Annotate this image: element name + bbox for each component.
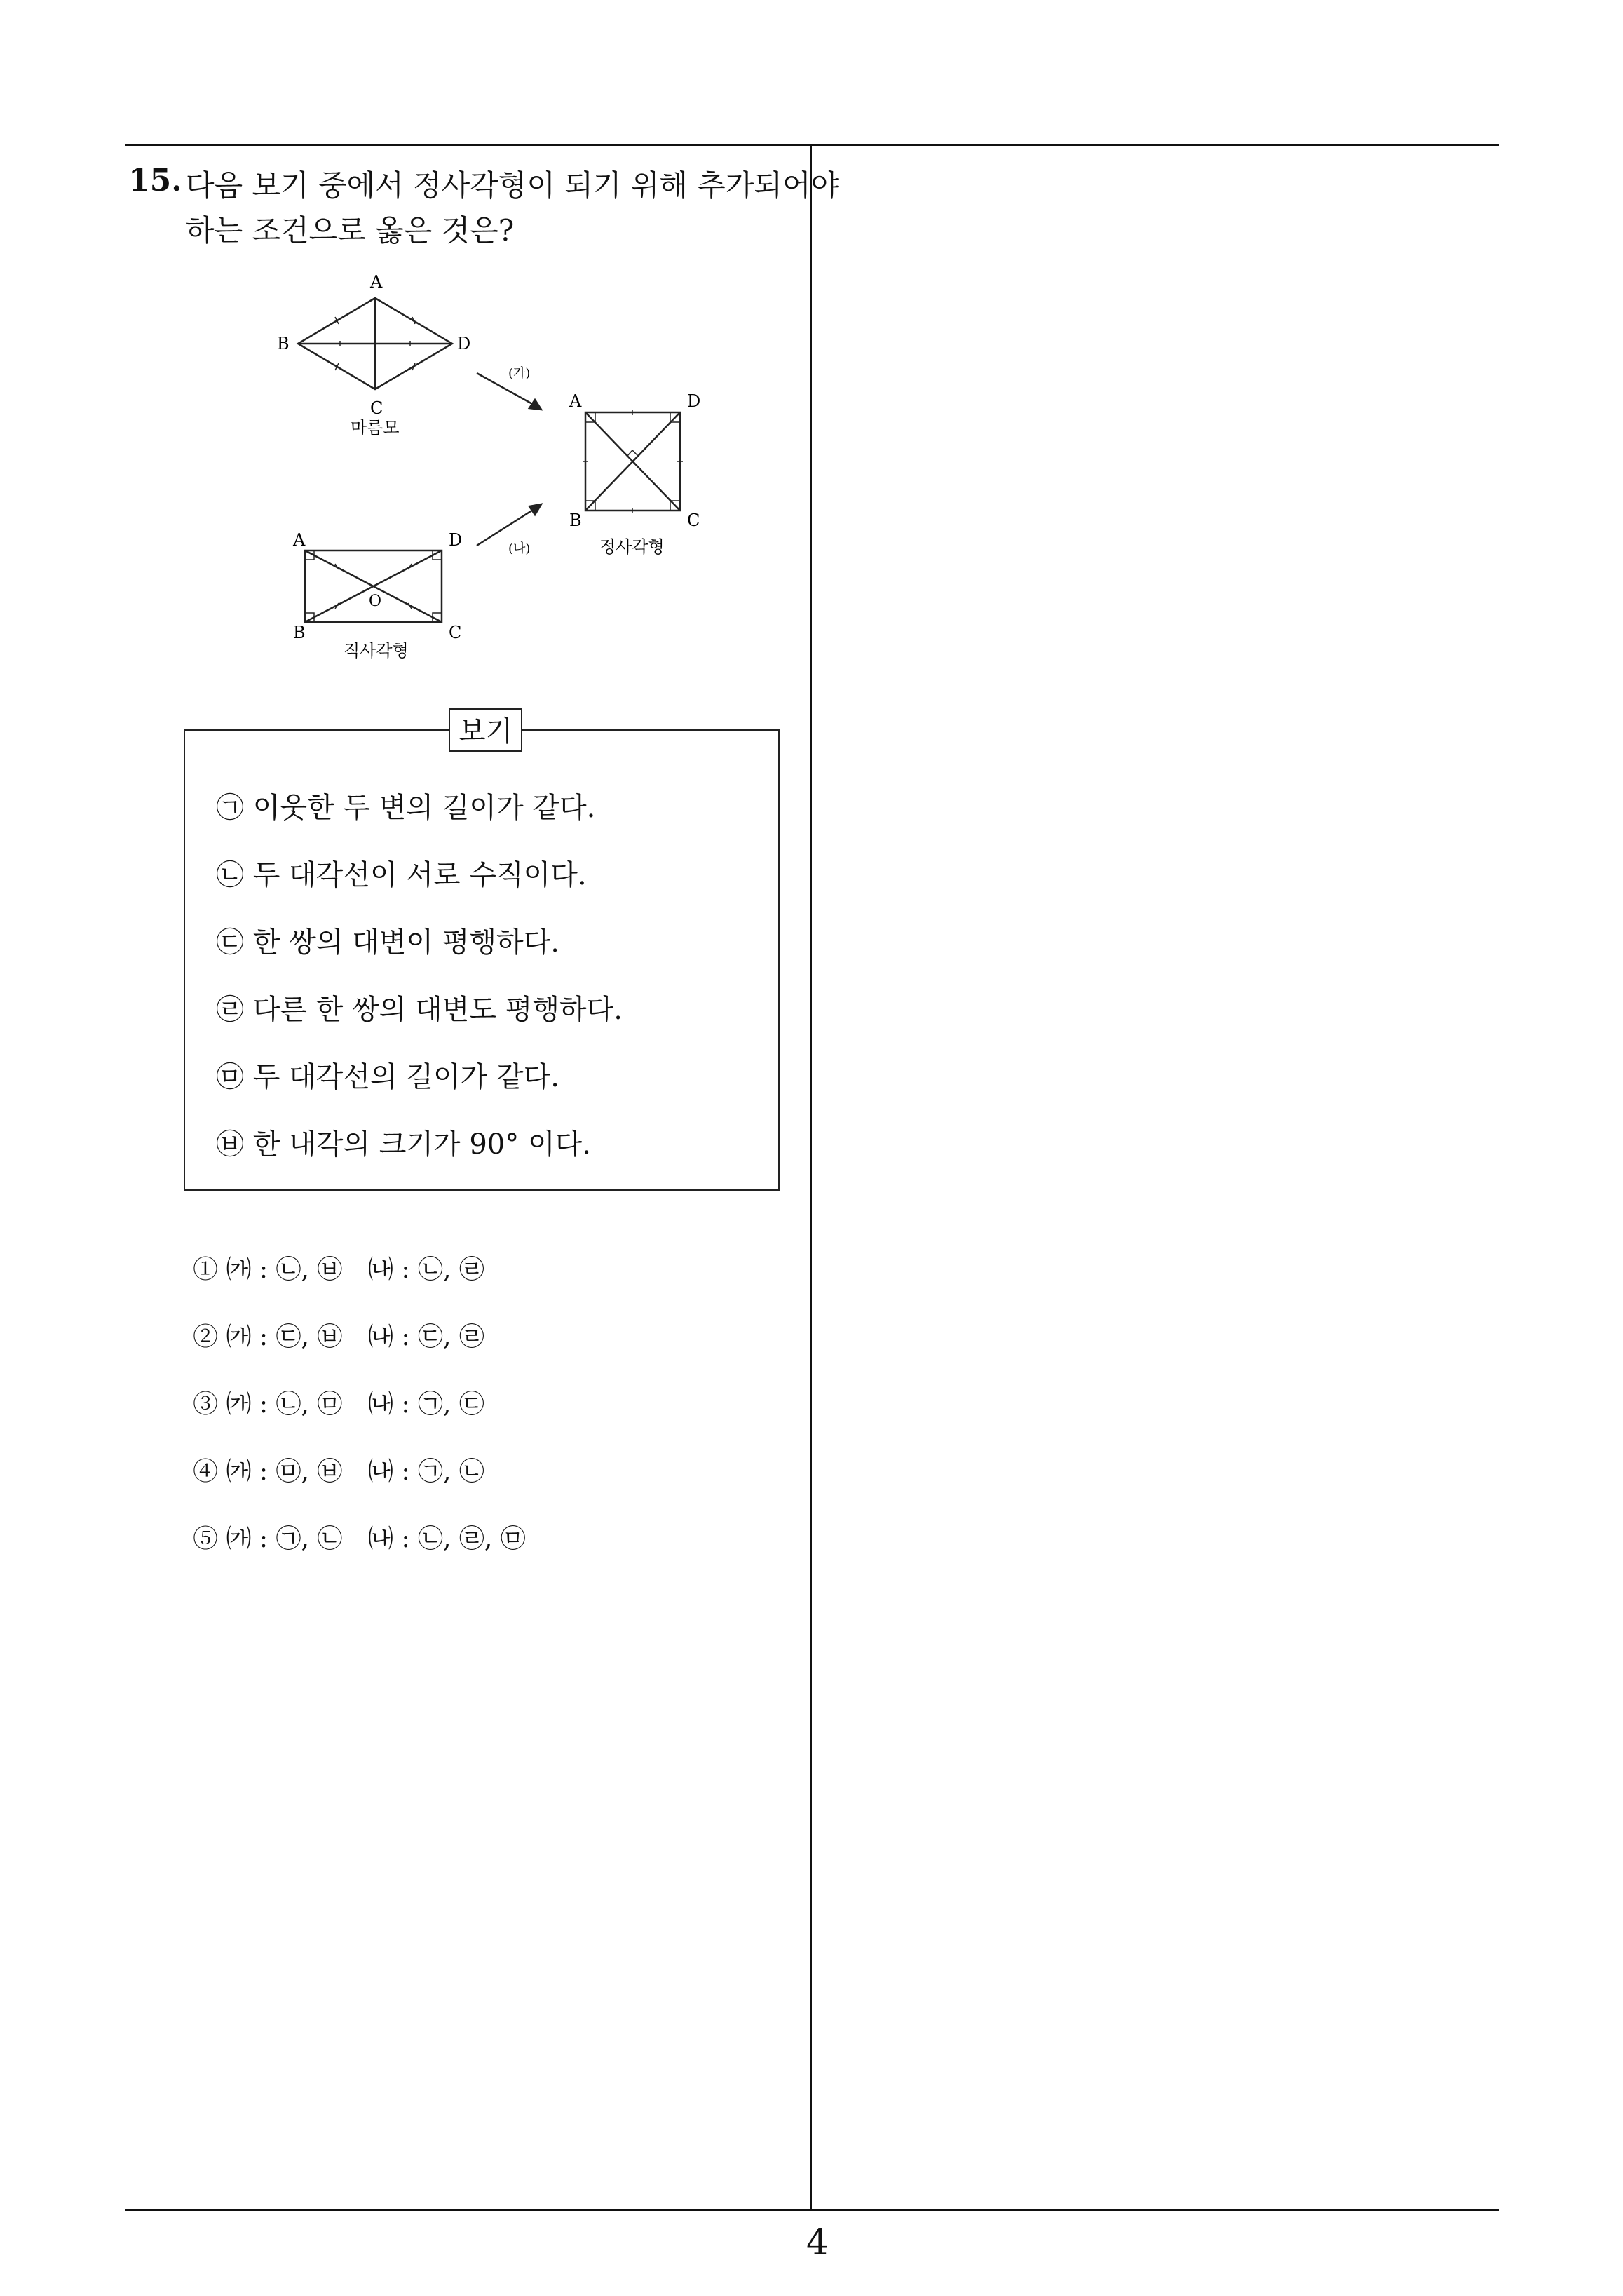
square-label-c: C <box>687 511 700 530</box>
answer-option-5[interactable] <box>193 1519 526 1555</box>
option-na-part: ㈏ : ㉢, ㉣ <box>368 1323 484 1351</box>
arrow-na-label: (나) <box>508 541 531 556</box>
condition-item: ㉣ 다른 한 쌍의 대변도 평행하다. <box>216 994 623 1026</box>
option-na-part: ㈏ : ㉠, ㉢ <box>368 1390 484 1419</box>
square-label-a: A <box>569 391 582 411</box>
arrow-ga-label: (가) <box>508 366 531 381</box>
rhombus-label-d: D <box>457 334 471 353</box>
rhombus-label-b: B <box>277 334 290 353</box>
rectangle-label-o: O <box>369 593 382 610</box>
question-text-line1: 다음 보기 중에서 정사각형이 되기 위해 추가되어야 <box>186 168 840 203</box>
question-number: 15. <box>128 163 182 198</box>
rectangle-label-d: D <box>449 530 463 550</box>
arrow-na <box>477 504 541 546</box>
rhombus-label-a: A <box>370 272 383 292</box>
rhombus-label-c: C <box>370 398 383 418</box>
answer-option-2[interactable] <box>193 1317 484 1353</box>
rectangle-label-b: B <box>293 623 306 642</box>
option-na-part: ㈏ : ㉠, ㉡ <box>368 1457 484 1486</box>
square-diagram <box>583 410 683 513</box>
square-caption: 정사각형 <box>599 537 665 557</box>
option-ga-part: ④ ㈎ : ㉤, ㉥ <box>193 1457 343 1486</box>
rectangle-label-c: C <box>449 623 462 642</box>
bottom-rule <box>125 2209 1499 2211</box>
rhombus-diagram <box>298 298 452 389</box>
quadrilateral-figure <box>266 259 799 680</box>
condition-item: ㉢ 한 쌍의 대변이 평행하다. <box>216 926 559 959</box>
option-na-part: ㈏ : ㉡, ㉣ <box>368 1255 484 1284</box>
conditions-box-title: 보기 <box>449 708 522 752</box>
option-ga-part: ③ ㈎ : ㉡, ㉤ <box>193 1390 343 1419</box>
condition-item: ㉤ 두 대각선의 길이가 같다. <box>216 1061 559 1093</box>
option-ga-part: ① ㈎ : ㉡, ㉥ <box>193 1255 343 1284</box>
option-na-part: ㈏ : ㉡, ㉣, ㉤ <box>368 1525 526 1553</box>
condition-item: ㉠ 이웃한 두 변의 길이가 같다. <box>216 792 596 824</box>
square-label-b: B <box>569 511 582 530</box>
condition-item: ㉡ 두 대각선이 서로 수직이다. <box>216 859 587 891</box>
answer-option-1[interactable] <box>193 1250 484 1285</box>
question-text-line2: 하는 조건으로 옳은 것은? <box>186 213 515 248</box>
condition-item: ㉥ 한 내각의 크기가 90° 이다. <box>216 1128 591 1161</box>
option-ga-part: ⑤ ㈎ : ㉠, ㉡ <box>193 1525 343 1553</box>
square-label-d: D <box>687 391 701 411</box>
rhombus-caption: 마름모 <box>351 418 400 438</box>
rectangle-label-a: A <box>293 530 306 550</box>
rectangle-diagram <box>305 551 442 622</box>
page-number: 4 <box>806 2222 829 2262</box>
answer-option-3[interactable] <box>193 1384 484 1420</box>
rectangle-caption: 직사각형 <box>344 641 409 661</box>
option-ga-part: ② ㈎ : ㉢, ㉥ <box>193 1323 343 1351</box>
column-divider <box>810 144 812 2211</box>
answer-option-4[interactable] <box>193 1452 484 1487</box>
top-rule <box>125 144 1499 146</box>
